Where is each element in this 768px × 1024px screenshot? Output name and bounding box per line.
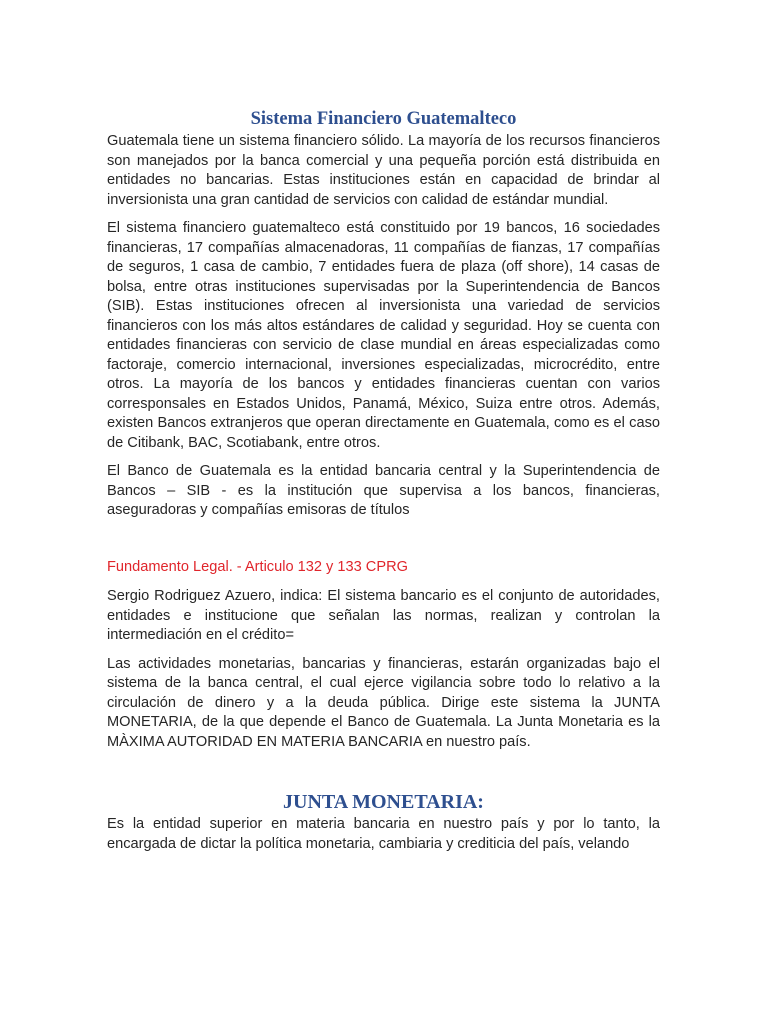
paragraph-composition: El sistema financiero guatemalteco está constituido por 19 bancos, 16 sociedades financieras, 17 compañías almacenadoras, 11 compañías de fianzas, 17 compañías de seguros, 1 casa de cambio, 7 entidades fuera de plaza (off shore), 14 casas de bolsa, entre otras instituciones supervisadas por la Superintendencia de Bancos (SIB). Estas instituciones ofrecen al inversionista una variedad de servicios financieros con los más altos estándares de calidad y seguridad. Hoy se cuenta con entidades financieras con servicio de clase mundial en áreas especializadas como factoraje, comercio internacional, inversiones especializadas, microcrédito, entre otros. La mayoría de los bancos y entidades financieras cuentan con varios corresponsales en Estados Unidos, Panamá, México, Suiza entre otros. Además, existen Bancos extranjeros que operan directamente en Guatemala, como es el caso de Citibank, BAC, Scotiabank, entre otros.: [107, 220, 660, 451]
document-page: [107, 108, 660, 863]
paragraph-definition: Sergio Rodriguez Azuero, indica: El sistema bancario es el conjunto de autoridades, entidades e institucione que señalan las normas, realizan y controlan la intermediación en el crédito=: [107, 588, 660, 643]
paragraph-junta-monetaria: Es la entidad superior en materia bancaria en nuestro país y por lo tanto, la encargada de dictar la política monetaria, cambiaria y crediticia del país, velando: [107, 816, 660, 852]
paragraph-central-bank: El Banco de Guatemala es la entidad bancaria central y la Superintendencia de Bancos – SIB - es la institución que supervisa a los bancos, financieras, aseguradoras y compañías emisoras de títulos: [107, 463, 660, 518]
document-title: Sistema Financiero Guatemalteco: [250, 109, 517, 129]
legal-basis-heading: Fundamento Legal. - Articulo 132 y 133 CPRG: [107, 558, 408, 575]
paragraph-intro: Guatemala tiene un sistema financiero sólido. La mayoría de los recursos financieros son manejados por la banca comercial y una pequeña porción está distribuida en entidades no bancarias. Estas instituciones están en capacidad de brindar al inversionista una gran cantidad de servicios con calidad de estándar mundial.: [107, 133, 660, 208]
section-title-junta-monetaria: JUNTA MONETARIA:: [283, 791, 484, 813]
paragraph-activities: Las actividades monetarias, bancarias y financieras, estarán organizadas bajo el sistema de la banca central, el cual ejerce vigilancia sobre todo lo relativo a la circulación de dinero y a la deuda pública. Dirige este sistema la JUNTA MONETARIA, de la que depende el Banco de Guatemala. La Junta Monetaria es la MÀXIMA AUTORIDAD EN MATERIA BANCARIA en nuestro país.: [107, 655, 660, 750]
